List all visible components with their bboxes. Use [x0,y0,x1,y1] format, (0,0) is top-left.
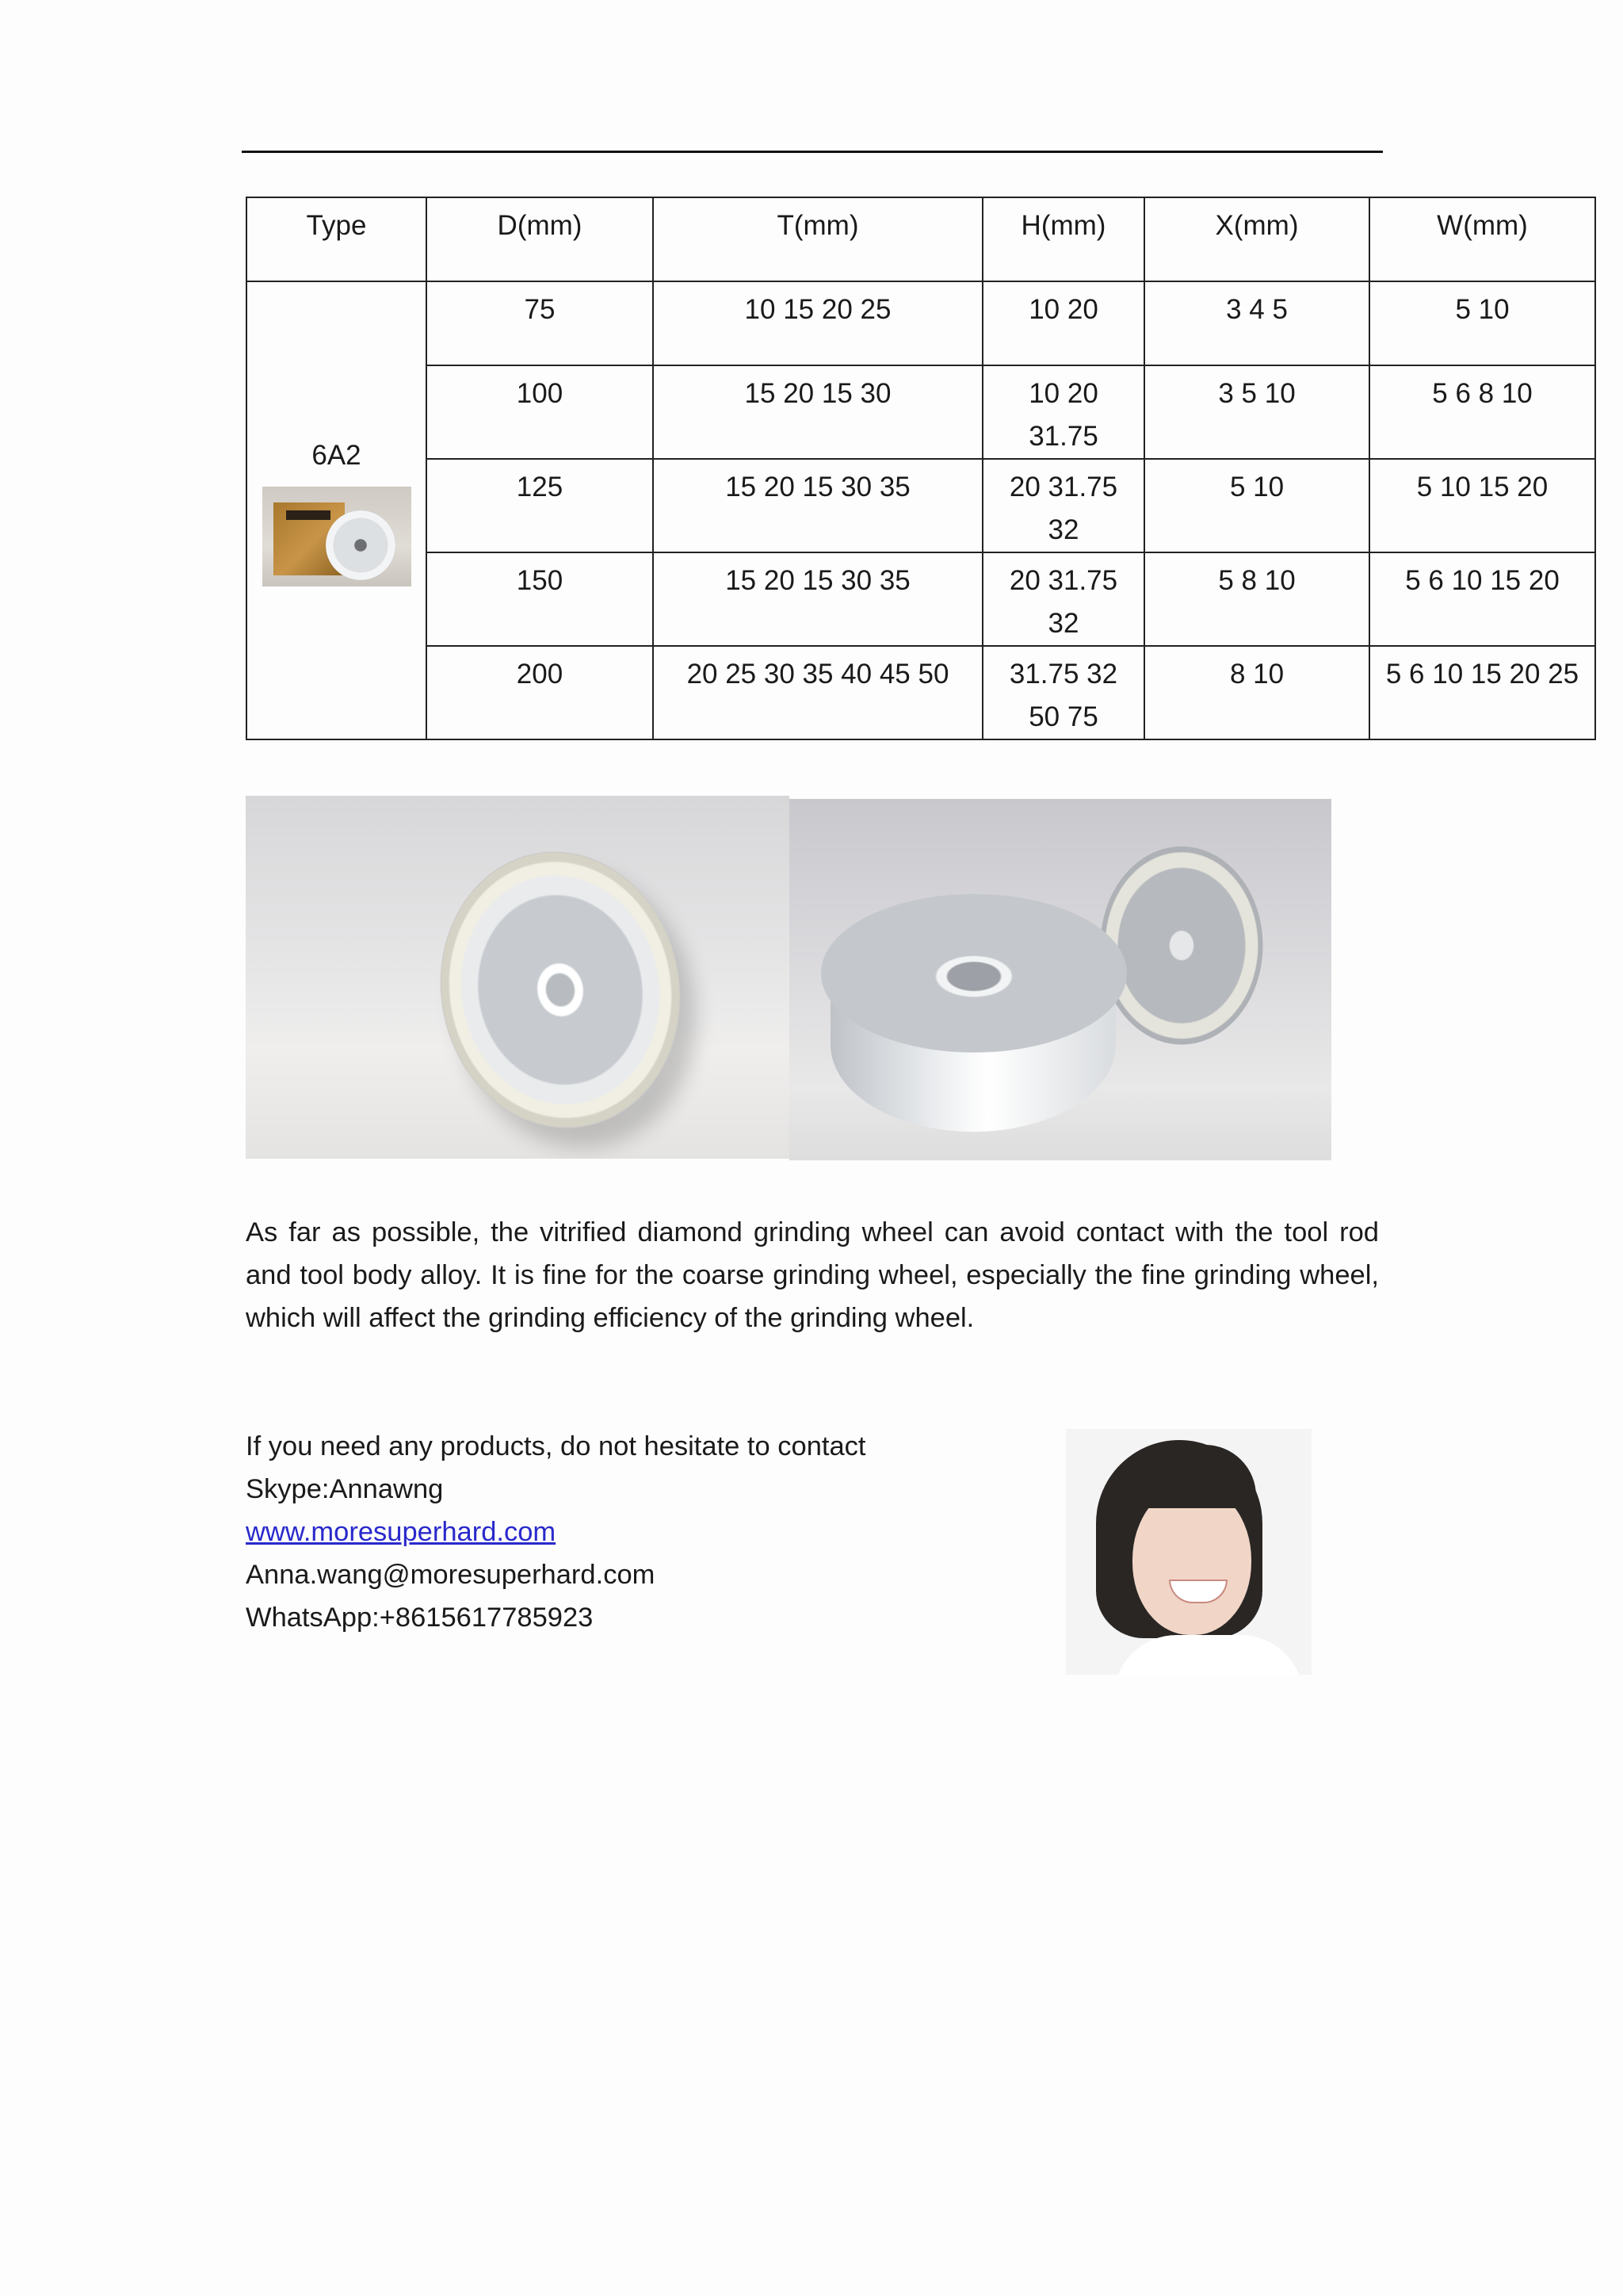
header-type: Type [246,197,426,281]
cell-t: 20 25 30 35 40 45 50 [653,646,983,739]
cell-w: 5 6 10 15 20 25 [1369,646,1595,739]
cell-w: 5 6 8 10 [1369,365,1595,459]
cell-w: 5 10 15 20 [1369,459,1595,552]
cell-w: 5 6 10 15 20 [1369,552,1595,646]
table-row [246,459,1595,552]
cell-d: 150 [426,552,653,646]
cell-t: 10 15 20 25 [653,281,983,365]
table-row [246,646,1595,739]
grinding-wheel-photo-front [246,796,789,1159]
cell-x: 8 10 [1144,646,1369,739]
contact-portrait-photo [1066,1429,1312,1675]
table-row [246,365,1595,459]
cell-t: 15 20 15 30 [653,365,983,459]
grinding-wheel-photo-pair [789,799,1331,1160]
product-thumbnail [262,487,411,586]
table-row [246,281,1595,365]
contact-intro: If you need any products, do not hesitate to contact [246,1431,866,1461]
cell-h: 31.75 32 50 75 [983,646,1144,739]
header-w: W(mm) [1369,197,1595,281]
contact-whatsapp: WhatsApp:+8615617785923 [246,1603,594,1633]
header-d: D(mm) [426,197,653,281]
header-t: T(mm) [653,197,983,281]
cell-d: 75 [426,281,653,365]
cell-h: 20 31.75 32 [983,552,1144,646]
cell-x: 3 5 10 [1144,365,1369,459]
cell-t: 15 20 15 30 35 [653,459,983,552]
cell-t: 15 20 15 30 35 [653,552,983,646]
website-link[interactable]: www.moresuperhard.com [246,1517,556,1547]
cell-x: 5 10 [1144,459,1369,552]
type-cell [246,281,426,739]
cell-x: 5 8 10 [1144,552,1369,646]
cell-d: 200 [426,646,653,739]
table-row [246,552,1595,646]
cell-w: 5 10 [1369,281,1595,365]
cell-d: 100 [426,365,653,459]
type-label: 6A2 [311,440,361,471]
cell-h: 20 31.75 32 [983,459,1144,552]
cell-h: 10 20 31.75 [983,365,1144,459]
cell-d: 125 [426,459,653,552]
contact-email: Anna.wang@moresuperhard.com [246,1560,655,1590]
cell-h: 10 20 [983,281,1144,365]
header-rule [242,151,1383,153]
table-header-row [246,197,1595,281]
header-h: H(mm) [983,197,1144,281]
contact-skype: Skype:Annawng [246,1474,444,1504]
cell-x: 3 4 5 [1144,281,1369,365]
spec-table [246,197,1596,740]
header-x: X(mm) [1144,197,1369,281]
contact-block [246,1425,866,1639]
usage-note-paragraph: As far as possible, the vitrified diamond grinding wheel can avoid contact with the tool rod and tool body alloy. It is fine for the coarse grinding wheel, especially the fine grinding wheel, which will affect the grinding efficiency of the grinding wheel. [246,1217,1379,1333]
